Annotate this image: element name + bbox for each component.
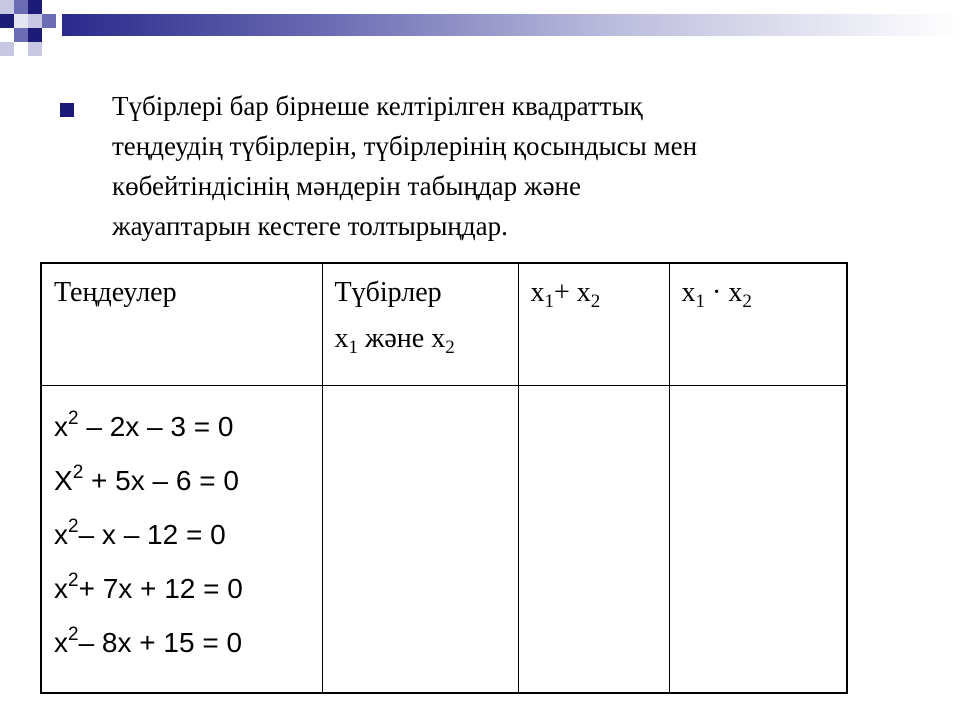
deco-square	[14, 0, 28, 14]
deco-square	[28, 42, 42, 56]
deco-square	[14, 28, 28, 42]
equation-item: $x^2 - 2x - 3 = 0$	[54, 407, 234, 442]
instruction-line: көбейтіндісінің мәндерін табыңдар және	[112, 171, 581, 201]
deco-square	[28, 14, 42, 28]
deco-square	[0, 0, 14, 14]
sum-answer-cell[interactable]	[518, 385, 669, 693]
roots-answer-cell[interactable]	[322, 385, 518, 693]
equations-cell	[41, 385, 322, 693]
header-decoration	[0, 0, 960, 70]
header-roots-label: Түбірлер	[334, 277, 442, 308]
equation-item: $x^2+ 7x + 12 = 0$	[54, 569, 243, 604]
deco-square	[28, 0, 42, 14]
header-roots-vars: $x_1$ және $x_2$	[334, 323, 455, 358]
instruction-line: Түбірлері бар бірнеше келтірілген квадраттық	[112, 91, 643, 121]
equation-item: $x^2-$ 8x + 15 = 0	[54, 623, 243, 658]
bullet-square-icon	[60, 103, 74, 117]
header-cell-roots	[322, 263, 518, 385]
header-equations-label: Теңдеулер	[54, 277, 177, 308]
deco-square	[0, 14, 14, 28]
header-cell-product	[669, 263, 847, 385]
equation-item: $x^2-$ x – 12 = 0	[54, 515, 226, 550]
table-header-row	[41, 263, 847, 385]
header-product-label: $x_1 \cdot x_2$	[681, 277, 752, 312]
equation-item: $X^2 + 5x - 6 = 0$	[54, 461, 239, 496]
instruction-line: жауаптарын кестеге толтырыңдар.	[112, 211, 508, 241]
deco-square	[0, 42, 14, 56]
deco-square	[42, 14, 56, 28]
table-row	[41, 385, 847, 693]
instruction-text	[112, 86, 892, 246]
product-answer-cell[interactable]	[669, 385, 847, 693]
header-cell-equations	[41, 263, 322, 385]
header-gradient-bar	[62, 14, 960, 36]
instruction-line: теңдеудің түбірлерін, түбірлерінің қосындысы мен	[112, 131, 698, 161]
header-cell-sum	[518, 263, 669, 385]
deco-square	[28, 28, 42, 42]
answer-table	[40, 262, 848, 694]
deco-square	[14, 14, 28, 28]
header-sum-label: $x_1+ x_2$	[530, 277, 601, 312]
